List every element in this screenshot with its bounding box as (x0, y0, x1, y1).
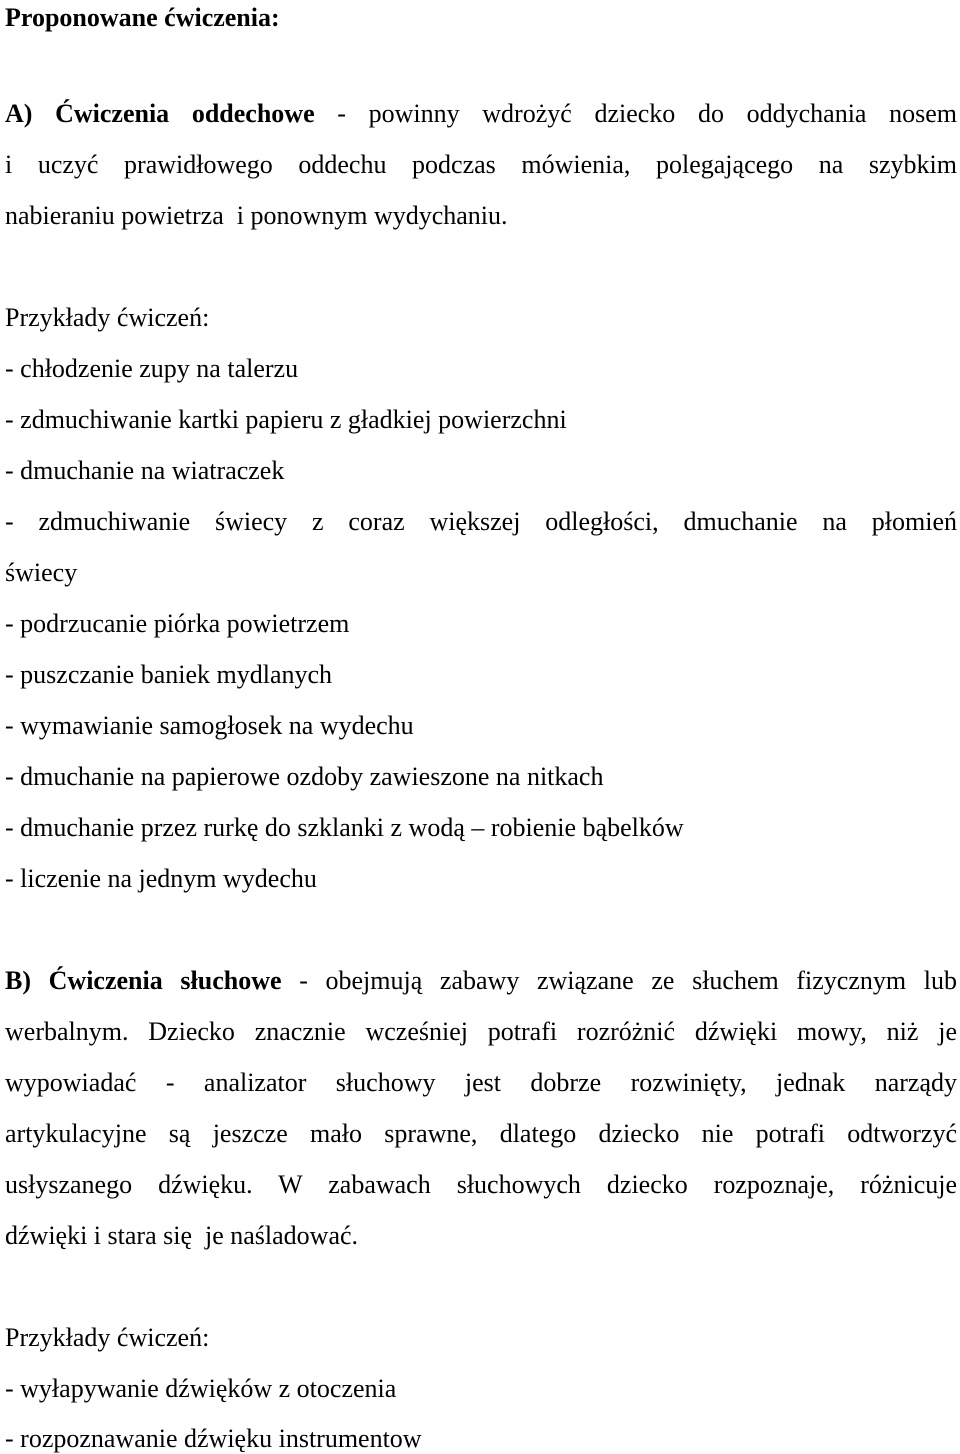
list-item: - liczenie na jednym wydechu (5, 864, 317, 893)
section-a-label: A) Ćwiczenia oddechowe (5, 99, 315, 128)
list-item: - zdmuchiwanie świecy z coraz większej odległości, dmuchanie na płomień (5, 507, 957, 536)
list-item: - puszczanie baniek mydlanych (5, 660, 333, 689)
page-heading: Proponowane ćwiczenia: (5, 3, 280, 32)
section-b-text-line: - obejmują zabawy związane ze słuchem fizycznym lub (281, 966, 957, 995)
section-b-text-line: wypowiadać - analizator słuchowy jest dobrze rozwinięty, jednak narządy (5, 1068, 957, 1097)
section-a-text-line: - powinny wdrożyć dziecko do oddychania nosem (314, 99, 957, 128)
list-item: - podrzucanie piórka powietrzem (5, 609, 350, 638)
section-b-first-line (5, 966, 957, 996)
section-a-first-line (5, 99, 957, 129)
section-b-text-line: dźwięki i stara się je naśladować. (5, 1221, 359, 1250)
list-item: - zdmuchiwanie kartki papieru z gładkiej powierzchni (5, 405, 567, 434)
section-b-text-line: usłyszanego dźwięku. W zabawach słuchowych dziecko rozpoznaje, różnicuje (5, 1170, 957, 1199)
list-item: - dmuchanie przez rurkę do szklanki z wodą – robienie bąbelków (5, 813, 684, 842)
section-a-text-line: i uczyć prawidłowego oddechu podczas mówienia, polegającego na szybkim (5, 150, 957, 179)
section-b-examples-heading: Przykłady ćwiczeń: (5, 1323, 210, 1352)
section-b-label: B) Ćwiczenia słuchowe (5, 966, 282, 995)
list-item-continuation: świecy (5, 558, 78, 587)
list-item: - chłodzenie zupy na talerzu (5, 354, 299, 383)
list-item: - wyłapywanie dźwięków z otoczenia (5, 1374, 397, 1403)
section-b-text-line: artykulacyjne są jeszcze mało sprawne, dlatego dziecko nie potrafi odtworzyć (5, 1119, 957, 1148)
list-item: - wymawianie samogłosek na wydechu (5, 711, 414, 740)
list-item: - dmuchanie na papierowe ozdoby zawieszone na nitkach (5, 762, 604, 791)
section-a-examples-heading: Przykłady ćwiczeń: (5, 303, 210, 332)
list-item: - dmuchanie na wiatraczek (5, 456, 285, 485)
list-item: - rozpoznawanie dźwięku instrumentow (5, 1424, 422, 1453)
section-a-text-line: nabieraniu powietrza i ponownym wydychaniu. (5, 201, 508, 230)
section-b-text-line: werbalnym. Dziecko znacznie wcześniej potrafi rozróżnić dźwięki mowy, niż je (5, 1017, 957, 1046)
